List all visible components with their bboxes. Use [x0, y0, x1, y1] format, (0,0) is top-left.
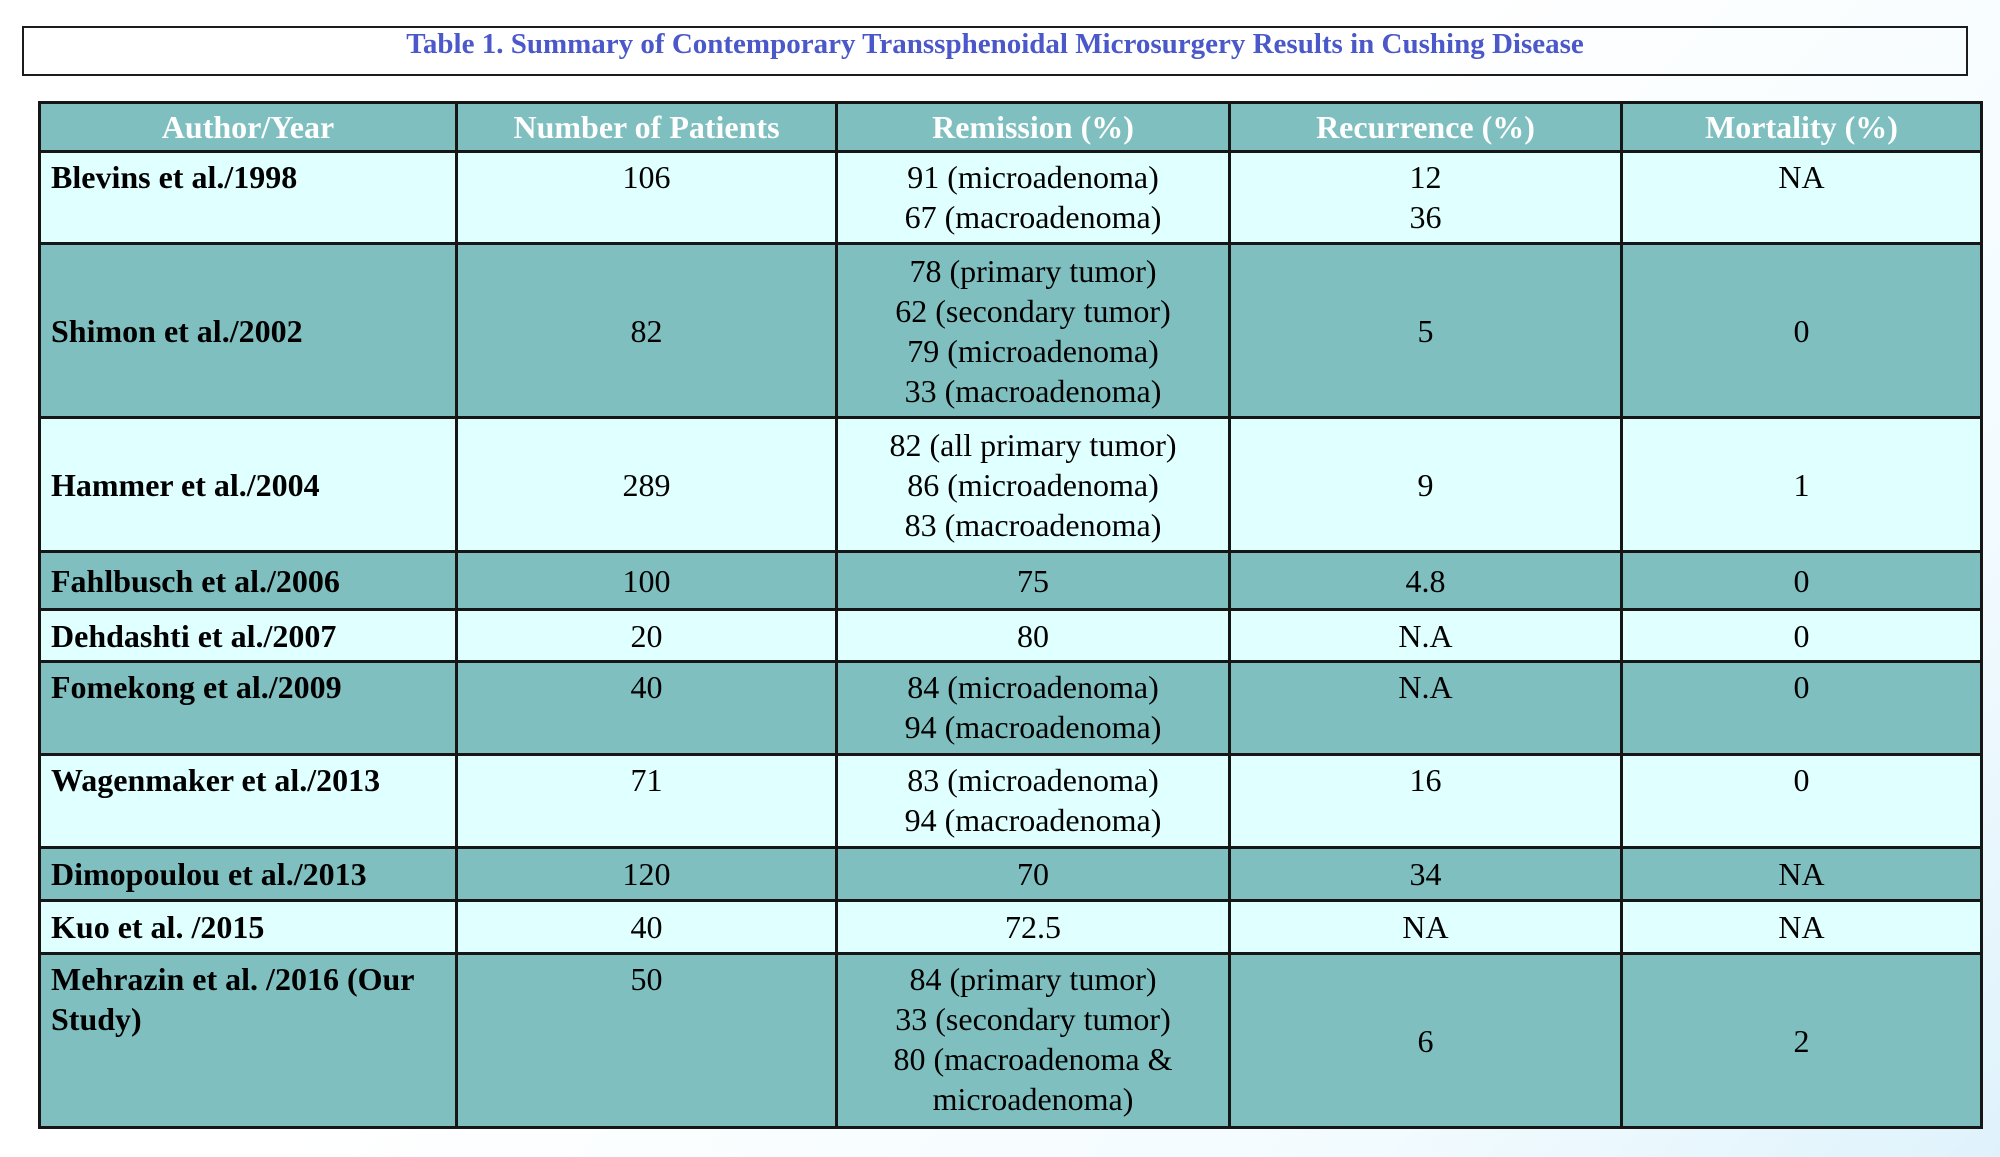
remission-cell: 75: [837, 552, 1230, 610]
column-header-remission: Remission (%): [837, 103, 1230, 152]
remission-cell: 70: [837, 848, 1230, 901]
table-row: [40, 152, 1982, 244]
remission-cell: [837, 755, 1230, 848]
remission-line: 91 (microadenoma): [907, 159, 1159, 195]
mortality-cell: 0: [1622, 610, 1982, 662]
author-cell: Fahlbusch et al./2006: [40, 552, 457, 610]
remission-line: 86 (microadenoma): [907, 466, 1159, 503]
recurrence-cell: 16: [1230, 755, 1622, 848]
remission-line: 67 (macroadenoma): [904, 199, 1162, 235]
mortality-cell: 0: [1622, 552, 1982, 610]
recurrence-cell: 6: [1230, 954, 1622, 1128]
recurrence-cell: 4.8: [1230, 552, 1622, 610]
remission-line: 82 (all primary tumor): [889, 426, 1177, 463]
recurrence-cell: 5: [1230, 244, 1622, 418]
remission-line: 79 (microadenoma): [907, 332, 1159, 369]
table-row: [40, 552, 1982, 610]
mortality-cell: 0: [1622, 244, 1982, 418]
patients-cell: 40: [457, 662, 837, 755]
results-table: [38, 101, 1983, 1129]
table-caption: Table 1. Summary of Contemporary Transsphenoidal Microsurgery Results in Cushing Disease: [406, 28, 1584, 60]
patients-cell: 289: [457, 418, 837, 552]
recurrence-cell: NA: [1230, 901, 1622, 954]
remission-line: 80 (macroadenoma &: [893, 1041, 1173, 1077]
table-caption-box: [22, 26, 1968, 76]
column-header-recurrence: Recurrence (%): [1230, 103, 1622, 152]
recurrence-cell: N.A: [1230, 610, 1622, 662]
table-row: [40, 418, 1982, 552]
author-cell: Blevins et al./1998: [40, 152, 457, 244]
column-header-patients: Number of Patients: [457, 103, 837, 152]
table-header-row: [40, 103, 1982, 152]
remission-line: 84 (microadenoma): [907, 669, 1159, 705]
author-cell: Mehrazin et al. /2016 (Our Study): [40, 954, 457, 1128]
table-row: [40, 848, 1982, 901]
author-cell: Fomekong et al./2009: [40, 662, 457, 755]
remission-cell: [837, 418, 1230, 552]
mortality-cell: NA: [1622, 901, 1982, 954]
table-row: [40, 755, 1982, 848]
author-cell: Dehdashti et al./2007: [40, 610, 457, 662]
author-cell: Dimopoulou et al./2013: [40, 848, 457, 901]
recurrence-cell: 34: [1230, 848, 1622, 901]
author-cell: Wagenmaker et al./2013: [40, 755, 457, 848]
author-cell: Hammer et al./2004: [40, 418, 457, 552]
patients-cell: 20: [457, 610, 837, 662]
patients-cell: 40: [457, 901, 837, 954]
remission-cell: [837, 662, 1230, 755]
recurrence-cell: N.A: [1230, 662, 1622, 755]
patients-cell: 120: [457, 848, 837, 901]
table-row: [40, 954, 1982, 1128]
patients-cell: 71: [457, 755, 837, 848]
table-row: [40, 610, 1982, 662]
column-header-mortality: Mortality (%): [1622, 103, 1982, 152]
table-row: [40, 662, 1982, 755]
recurrence-line: 36: [1409, 199, 1442, 235]
mortality-cell: 0: [1622, 662, 1982, 755]
remission-line: 78 (primary tumor): [909, 252, 1157, 289]
remission-cell: [837, 954, 1230, 1128]
mortality-cell: 1: [1622, 418, 1982, 552]
remission-line: 83 (microadenoma): [907, 762, 1159, 798]
remission-cell: [837, 244, 1230, 418]
remission-line: 62 (secondary tumor): [895, 292, 1171, 329]
remission-line: 33 (macroadenoma): [904, 372, 1162, 409]
mortality-cell: 0: [1622, 755, 1982, 848]
remission-line: 84 (primary tumor): [909, 961, 1157, 997]
patients-cell: 106: [457, 152, 837, 244]
column-header-author: Author/Year: [40, 103, 457, 152]
patients-cell: 50: [457, 954, 837, 1128]
mortality-cell: 2: [1622, 954, 1982, 1128]
remission-line: 83 (macroadenoma): [904, 506, 1162, 543]
remission-line: 94 (macroadenoma): [904, 802, 1162, 838]
remission-cell: 72.5: [837, 901, 1230, 954]
table-row: [40, 244, 1982, 418]
author-cell: Shimon et al./2002: [40, 244, 457, 418]
remission-cell: 80: [837, 610, 1230, 662]
recurrence-cell: 9: [1230, 418, 1622, 552]
author-cell: Kuo et al. /2015: [40, 901, 457, 954]
remission-line: microadenoma): [932, 1081, 1134, 1117]
table-row: [40, 901, 1982, 954]
remission-line: 94 (macroadenoma): [904, 709, 1162, 745]
patients-cell: 82: [457, 244, 837, 418]
mortality-cell: NA: [1622, 152, 1982, 244]
remission-line: 33 (secondary tumor): [895, 1001, 1171, 1037]
recurrence-line: 12: [1409, 159, 1442, 195]
recurrence-cell: [1230, 152, 1622, 244]
mortality-cell: NA: [1622, 848, 1982, 901]
remission-cell: [837, 152, 1230, 244]
patients-cell: 100: [457, 552, 837, 610]
